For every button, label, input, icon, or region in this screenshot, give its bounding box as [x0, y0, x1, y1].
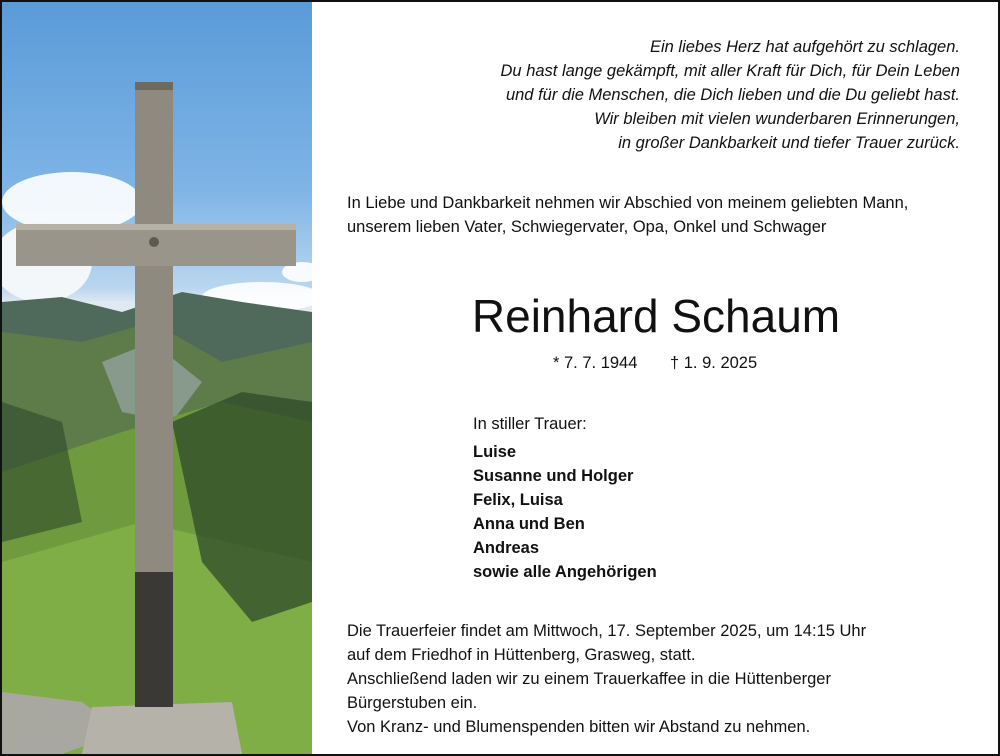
- mourner: Andreas: [473, 539, 540, 557]
- death-date: † 1. 9. 2025: [670, 354, 758, 372]
- service-line: Bürgerstuben ein.: [347, 694, 478, 712]
- deceased-name: Reinhard Schaum: [471, 290, 841, 342]
- service-line: Die Trauerfeier findet am Mittwoch, 17. September 2025, um 14:15 Uhr: [347, 622, 867, 640]
- intro-line: In Liebe und Dankbarkeit nehmen wir Abschied von meinem geliebten Mann,: [347, 194, 909, 212]
- motto-line: Du hast lange gekämpft, mit aller Kraft für Dich, für Dein Leben: [500, 62, 960, 80]
- motto-line: Wir bleiben mit vielen wunderbaren Erinnerungen,: [594, 110, 960, 128]
- service-info: [347, 619, 866, 739]
- mourner: Susanne und Holger: [473, 467, 634, 485]
- mourner: Felix, Luisa: [473, 491, 563, 509]
- service-line: Anschließend laden wir zu einem Trauerkaffee in die Hüttenberger: [347, 670, 831, 688]
- mourner: Luise: [473, 443, 517, 461]
- motto-verse: [501, 35, 960, 155]
- summit-cross-image: [2, 2, 312, 754]
- intro-line: unserem lieben Vater, Schwiegervater, Opa, Onkel und Schwager: [347, 218, 827, 236]
- life-dates: [553, 351, 785, 375]
- motto-line: und für die Menschen, die Dich lieben und die Du geliebt hast.: [505, 86, 960, 104]
- birth-date: * 7. 7. 1944: [553, 354, 638, 372]
- mourner: sowie alle Angehörigen: [473, 563, 657, 581]
- motto-line: Ein liebes Herz hat aufgehört zu schlagen.: [649, 38, 960, 56]
- mourners-section: [473, 412, 657, 584]
- mourners-heading: In stiller Trauer:: [473, 415, 587, 433]
- service-line: Von Kranz- und Blumenspenden bitten wir Abstand zu nehmen.: [347, 718, 811, 736]
- intro-text: [347, 191, 908, 239]
- mourner: Anna und Ben: [473, 515, 585, 533]
- service-line: auf dem Friedhof in Hüttenberg, Grasweg, statt.: [347, 646, 696, 664]
- summit-cross-photo: [2, 2, 312, 754]
- motto-line: in großer Dankbarkeit und tiefer Trauer zurück.: [618, 134, 960, 152]
